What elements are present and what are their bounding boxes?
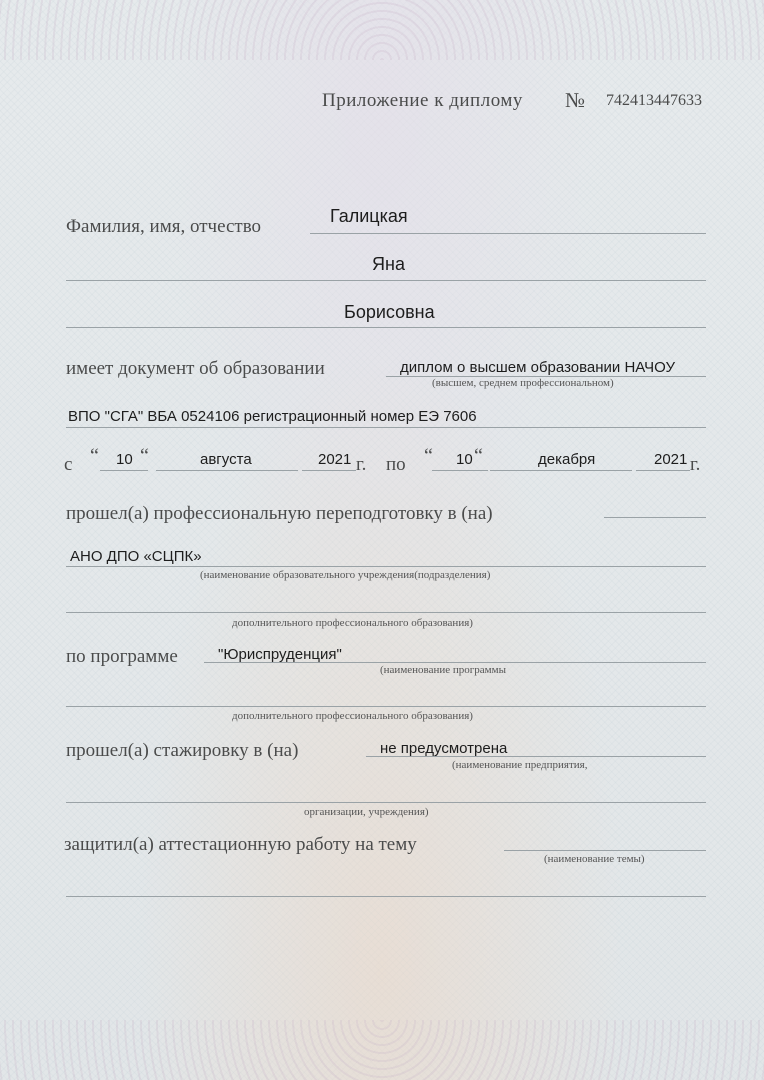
program-value: "Юриспруденция": [218, 646, 342, 663]
decorative-border-top: [0, 0, 764, 60]
from-day: 10: [116, 451, 133, 468]
internship-value: не предусмотрена: [380, 740, 508, 757]
internship-label: прошел(а) стажировку в (на): [66, 740, 299, 761]
program-label: по программе: [66, 646, 178, 667]
quote-close-1: “: [140, 445, 149, 467]
internship-line2-underline: [66, 802, 706, 803]
to-day: 10: [456, 451, 473, 468]
to-day-underline: [432, 470, 488, 471]
patronymic-underline: [66, 327, 706, 328]
retraining-label-underline: [604, 517, 706, 518]
period-to-label: по: [386, 454, 406, 475]
from-day-underline: [100, 470, 148, 471]
from-year-suffix: г.: [356, 454, 367, 475]
patronymic: Борисовна: [344, 302, 435, 322]
program-hint2: дополнительного профессионального образования): [232, 710, 473, 722]
thesis-line2-underline: [66, 896, 706, 897]
quote-open-2: “: [424, 445, 433, 467]
document-title: Приложение к диплому: [322, 90, 523, 111]
to-year-suffix: г.: [690, 454, 701, 475]
program-line2-underline: [66, 706, 706, 707]
quote-open-1: “: [90, 445, 99, 467]
education-hint: (высшем, среднем профессиональном): [432, 377, 614, 389]
education-value-line2: ВПО "СГА" ВБА 0524106 регистрационный номер ЕЭ 7606: [68, 408, 477, 425]
institution-hint: (наименование образовательного учреждения(подразделения): [200, 569, 491, 581]
retraining-label: прошел(а) профессиональную переподготовку в (на): [66, 503, 493, 524]
institution-underline: [66, 566, 706, 567]
education-label: имеет документ об образовании: [66, 358, 325, 379]
quote-close-2: “: [474, 445, 483, 467]
diploma-number: 742413447633: [606, 92, 702, 109]
internship-hint2: организации, учреждения): [304, 806, 429, 818]
name-underline: [66, 280, 706, 281]
to-year-underline: [636, 470, 690, 471]
to-year: 2021: [654, 451, 688, 468]
decorative-border-bottom: [0, 1020, 764, 1080]
first-name: Яна: [372, 254, 405, 274]
fio-label: Фамилия, имя, отчество: [66, 216, 262, 237]
from-year-underline: [302, 470, 356, 471]
education-value-line1: диплом о высшем образовании НАЧОУ: [400, 359, 675, 376]
to-month: декабря: [538, 451, 596, 468]
surname: Галицкая: [330, 206, 408, 226]
institution: АНО ДПО «СЦПК»: [70, 548, 202, 565]
thesis-label: защитил(а) аттестационную работу на тему: [64, 834, 417, 855]
education-line2-underline: [66, 427, 706, 428]
fio-underline: [310, 233, 706, 234]
period-from-label: с: [64, 454, 73, 475]
number-sign: №: [565, 88, 586, 112]
internship-hint: (наименование предприятия,: [452, 759, 588, 771]
thesis-underline: [504, 850, 706, 851]
from-year: 2021: [318, 451, 352, 468]
institution-hint2: дополнительного профессионального образования): [232, 617, 473, 629]
thesis-hint: (наименование темы): [544, 853, 645, 865]
from-month-underline: [156, 470, 298, 471]
program-hint: (наименование программы: [380, 664, 506, 676]
institution-line2-underline: [66, 612, 706, 613]
from-month: августа: [200, 451, 252, 468]
to-month-underline: [490, 470, 632, 471]
